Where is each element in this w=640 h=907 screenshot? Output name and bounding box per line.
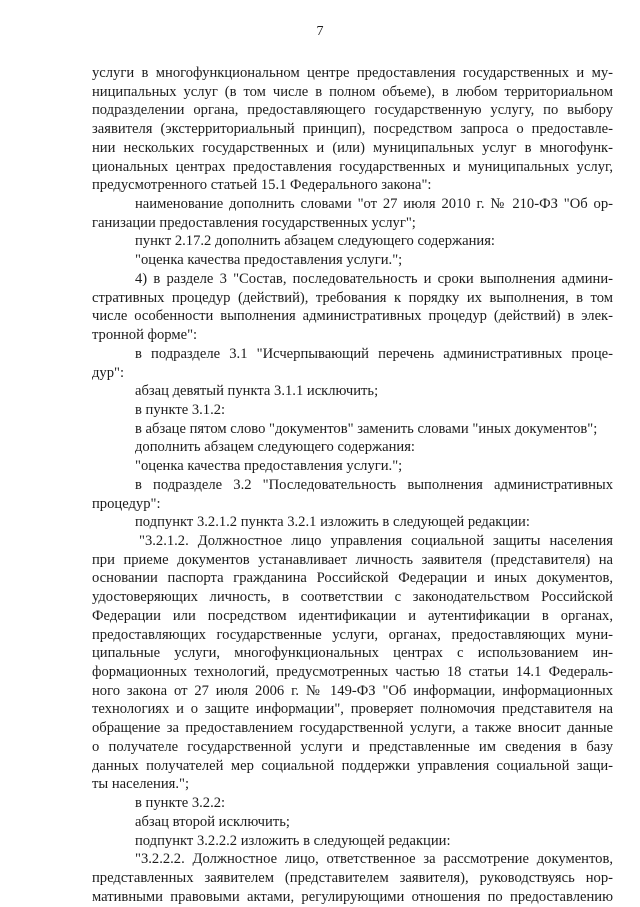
text-line: пункт 2.17.2 дополнить абзацем следующего содержания: xyxy=(135,233,495,250)
text-line: в подразделе 3.1 "Исчерпывающий перечень административных проце- xyxy=(135,345,613,362)
text-line: услуги в многофункциональном центре предоставления государственных и му- xyxy=(92,65,613,81)
text-line: заявителя (экстерриториальный принцип), посредством запроса о предоставле- xyxy=(92,121,613,138)
text-line: в абзаце пятом слово "документов" заменить словами "иных документов"; xyxy=(135,420,598,437)
text-line: абзац девятый пункта 3.1.1 исключить; xyxy=(135,383,379,400)
text-line: дур": xyxy=(92,364,125,381)
text-line: обращение за предоставлением государственной услуги, а также вносит данные xyxy=(92,720,613,737)
text-line: нии нескольких государственных и (или) муниципальных услуг в многофунк- xyxy=(92,139,613,156)
text-line: дополнить абзацем следующего содержания: xyxy=(135,439,415,456)
text-line: данных получателей мер социальной поддержки управления социальной защи- xyxy=(92,757,613,774)
text-line: подпункт 3.2.2.2 изложить в следующей редакции: xyxy=(135,832,451,849)
page-number: 7 xyxy=(316,24,324,39)
text-line: стративных процедур (действий), требования к порядку их выполнения, в том xyxy=(92,289,613,306)
text-line: "3.2.1.2. Должностное лицо управления социальной защиты населения xyxy=(139,533,613,549)
text-line: подразделении органа, предоставляющего государственную услугу, по выбору xyxy=(92,102,613,119)
text-line: подпункт 3.2.1.2 пункта 3.2.1 изложить в следующей редакции: xyxy=(135,514,530,531)
text-line: наименование дополнить словами "от 27 июля 2010 г. № 210-ФЗ "Об ор- xyxy=(135,196,613,213)
text-line: предусмотренного статьей 15.1 Федерального закона": xyxy=(92,177,432,194)
text-line: Федерации или посредством идентификации и аутентификации в органах, xyxy=(92,607,613,624)
text-line: предоставляющих государственные услуги, органах, предоставляющих муни- xyxy=(92,626,613,643)
text-line: ниципальных услуг (в том числе в полном объеме), в любом территориальном xyxy=(92,83,613,100)
text-line: технологиях и о защите информации", проверяет полномочия представителя на xyxy=(92,701,613,718)
text-line: числе особенности выполнения административных процедур (действий) в элек- xyxy=(92,308,613,325)
text-line: представленных заявителем (представителем заявителя), руководствуясь нор- xyxy=(92,869,613,886)
text-line: тронной форме": xyxy=(92,327,198,344)
text-line: при приеме документов устанавливает личность заявителя (представителя) на xyxy=(92,551,613,568)
text-line: "3.2.2.2. Должностное лицо, ответственное за рассмотрение документов, xyxy=(135,851,613,868)
text-line: ганизации предоставления государственных услуг"; xyxy=(92,214,416,231)
text-line: мативными правовыми актами, регулирующими отношения по предоставлению xyxy=(92,888,613,905)
text-line: о получателе государственной услуги и представленные им сведения в базу xyxy=(92,738,613,755)
text-line: в пункте 3.2.2: xyxy=(135,795,226,812)
text-line: ты населения."; xyxy=(92,776,190,793)
text-line: процедур": xyxy=(92,495,161,512)
text-line: в пункте 3.1.2: xyxy=(135,401,226,418)
text-line: "оценка качества предоставления услуги."; xyxy=(135,458,403,475)
text-line: в подразделе 3.2 "Последовательность выполнения административных xyxy=(135,476,613,493)
text-line: "оценка качества предоставления услуги."; xyxy=(135,252,403,269)
text-line: абзац второй исключить; xyxy=(135,813,290,830)
text-line: основании паспорта гражданина Российской Федерации и иных документов, xyxy=(92,570,613,587)
text-line: ципальные услуги, многофункциональных центрах с использованием ин- xyxy=(92,645,613,662)
text-line: 4) в разделе 3 "Состав, последовательность и сроки выполнения админи- xyxy=(135,270,613,287)
text-line: циональных центрах предоставления государственных и муниципальных услуг, xyxy=(92,158,613,175)
text-line: удостоверяющих личность, в соответствии с законодательством Российской xyxy=(92,589,613,606)
text-line: формационных технологий, предусмотренных частью 18 статьи 14.1 Федераль- xyxy=(92,664,613,681)
text-line: ного закона от 27 июля 2006 г. № 149-ФЗ "Об информации, информационных xyxy=(92,682,613,699)
